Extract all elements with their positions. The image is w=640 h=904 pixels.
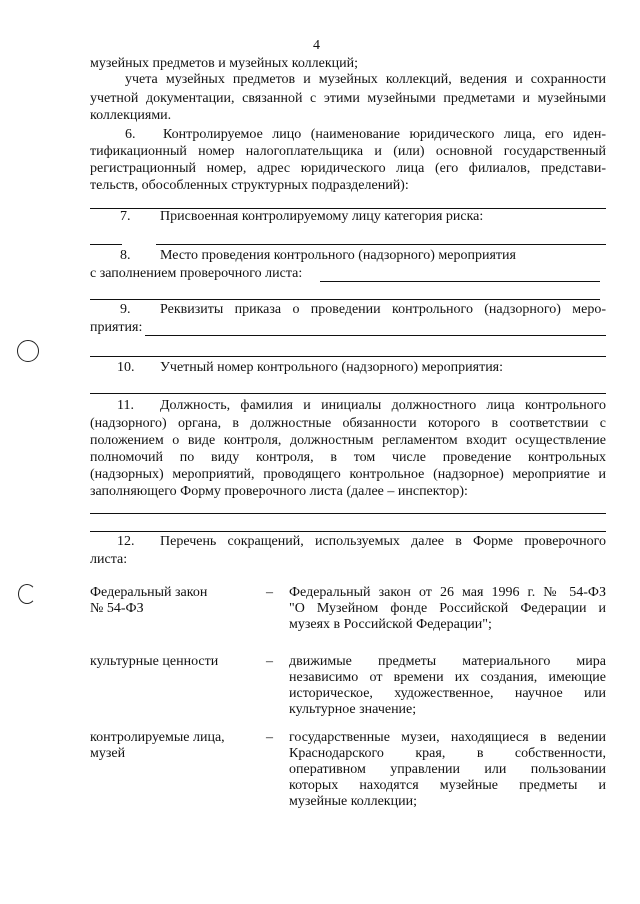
item8-fill-line-1[interactable] bbox=[320, 281, 600, 282]
item8-line-2: с заполнением проверочного листа: bbox=[90, 266, 303, 281]
item6-line-2: тификационный номер налогоплательщика и (или) основной государственный bbox=[90, 144, 606, 159]
item11-line-5: (надзорных) мероприятий, проводящего контрольное (надзорное) мероприятие и bbox=[90, 467, 606, 482]
abbr-term-1-line-1: Федеральный закон bbox=[90, 585, 208, 600]
intro-line-4: коллекциями. bbox=[90, 108, 172, 123]
item10-fill-line[interactable] bbox=[90, 393, 606, 394]
abbr-dash-1: – bbox=[266, 585, 273, 600]
item12-line-1: Перечень сокращений, используемых далее в Форме проверочного bbox=[160, 534, 606, 549]
abbr-term-3-line-1: контролируемые лица, bbox=[90, 730, 225, 745]
item11-line-4: полномочий по виду контроля, в том числе проведение контрольных bbox=[90, 450, 606, 465]
item6-line-3: регистрационный номер, адрес юридического лица (его филиалов, представи- bbox=[90, 161, 606, 176]
item11-line-6: заполняющего Форму проверочного листа (далее – инспектор): bbox=[90, 484, 468, 499]
item11-fill-line-2[interactable] bbox=[90, 531, 606, 532]
abbr-def-2-line-3: историческое, художественное, научное или bbox=[289, 686, 606, 701]
item11-line-2: (надзорного) органа, в должностные обязанности которого в соответствии с bbox=[90, 416, 606, 431]
abbr-term-2-line-1: культурные ценности bbox=[90, 654, 219, 669]
item12-number: 12. bbox=[117, 534, 135, 549]
abbr-def-2-line-1: движимые предметы материального мира bbox=[289, 654, 606, 669]
abbr-def-3-line-4: которых находятся музейные предметы и bbox=[289, 778, 606, 793]
abbr-def-2-line-2: независимо от времени их создания, имеющие bbox=[289, 670, 606, 685]
abbr-term-3-line-2: музей bbox=[90, 746, 126, 761]
item10-number: 10. bbox=[117, 360, 135, 375]
item8-line-1: Место проведения контрольного (надзорного) мероприятия bbox=[160, 248, 516, 263]
abbr-def-2-line-4: культурное значение; bbox=[289, 702, 417, 717]
item9-fill-line-2[interactable] bbox=[90, 356, 606, 357]
abbr-def-3-line-3: оперативном управлении или пользовании bbox=[289, 762, 606, 777]
item12-line-2: листа: bbox=[90, 552, 128, 567]
item11-line-3: положением о виде контроля, должностным регламентом входит осуществление bbox=[90, 433, 606, 448]
item8-fill-line-2[interactable] bbox=[90, 299, 600, 300]
item9-fill-line-1[interactable] bbox=[145, 335, 606, 336]
punch-hole-circle-partial bbox=[18, 584, 36, 604]
abbr-dash-3: – bbox=[266, 730, 273, 745]
abbr-def-1-line-2: "О Музейном фонде Российской Федерации и bbox=[289, 601, 606, 616]
abbr-def-1-line-1: Федеральный закон от 26 мая 1996 г. № 54-ФЗ bbox=[289, 585, 606, 600]
abbr-def-3-line-1: государственные музеи, находящиеся в ведении bbox=[289, 730, 606, 745]
intro-line-1: музейных предметов и музейных коллекций; bbox=[90, 56, 359, 71]
intro-line-2: учета музейных предметов и музейных коллекций, ведения и сохранности bbox=[125, 72, 606, 87]
punch-hole-circle bbox=[17, 340, 39, 362]
item7-fill-line-right[interactable] bbox=[156, 244, 606, 245]
item10-text: Учетный номер контрольного (надзорного) мероприятия: bbox=[160, 360, 504, 375]
abbr-def-1-line-3: музеях в Российской Федерации"; bbox=[289, 617, 492, 632]
item6-number: 6. bbox=[125, 127, 136, 142]
page-number: 4 bbox=[313, 38, 320, 53]
item9-line-1: Реквизиты приказа о проведении контрольного (надзорного) меро- bbox=[160, 302, 606, 317]
item7-fill-line-left[interactable] bbox=[90, 244, 122, 245]
item11-number: 11. bbox=[117, 398, 134, 413]
item11-fill-line-1[interactable] bbox=[90, 513, 606, 514]
item6-line-4: тельств, обособленных структурных подразделений): bbox=[90, 178, 409, 193]
abbr-term-1-line-2: № 54-ФЗ bbox=[90, 601, 144, 616]
item7-number: 7. bbox=[120, 209, 131, 224]
item9-line-2: приятия: bbox=[90, 320, 143, 335]
item9-number: 9. bbox=[120, 302, 131, 317]
intro-line-3: учетной документации, связанной с этими музейными предметами и музейными bbox=[90, 91, 606, 106]
item11-line-1: Должность, фамилия и инициалы должностного лица контрольного bbox=[160, 398, 606, 413]
item8-number: 8. bbox=[120, 248, 131, 263]
abbr-def-3-line-2: Краснодарского края, в собственности, bbox=[289, 746, 606, 761]
abbr-dash-2: – bbox=[266, 654, 273, 669]
abbr-def-3-line-5: музейные коллекции; bbox=[289, 794, 417, 809]
item7-text: Присвоенная контролируемому лицу категория риска: bbox=[160, 209, 484, 224]
item6-line-1: Контролируемое лицо (наименование юридического лица, его иден- bbox=[163, 127, 606, 142]
